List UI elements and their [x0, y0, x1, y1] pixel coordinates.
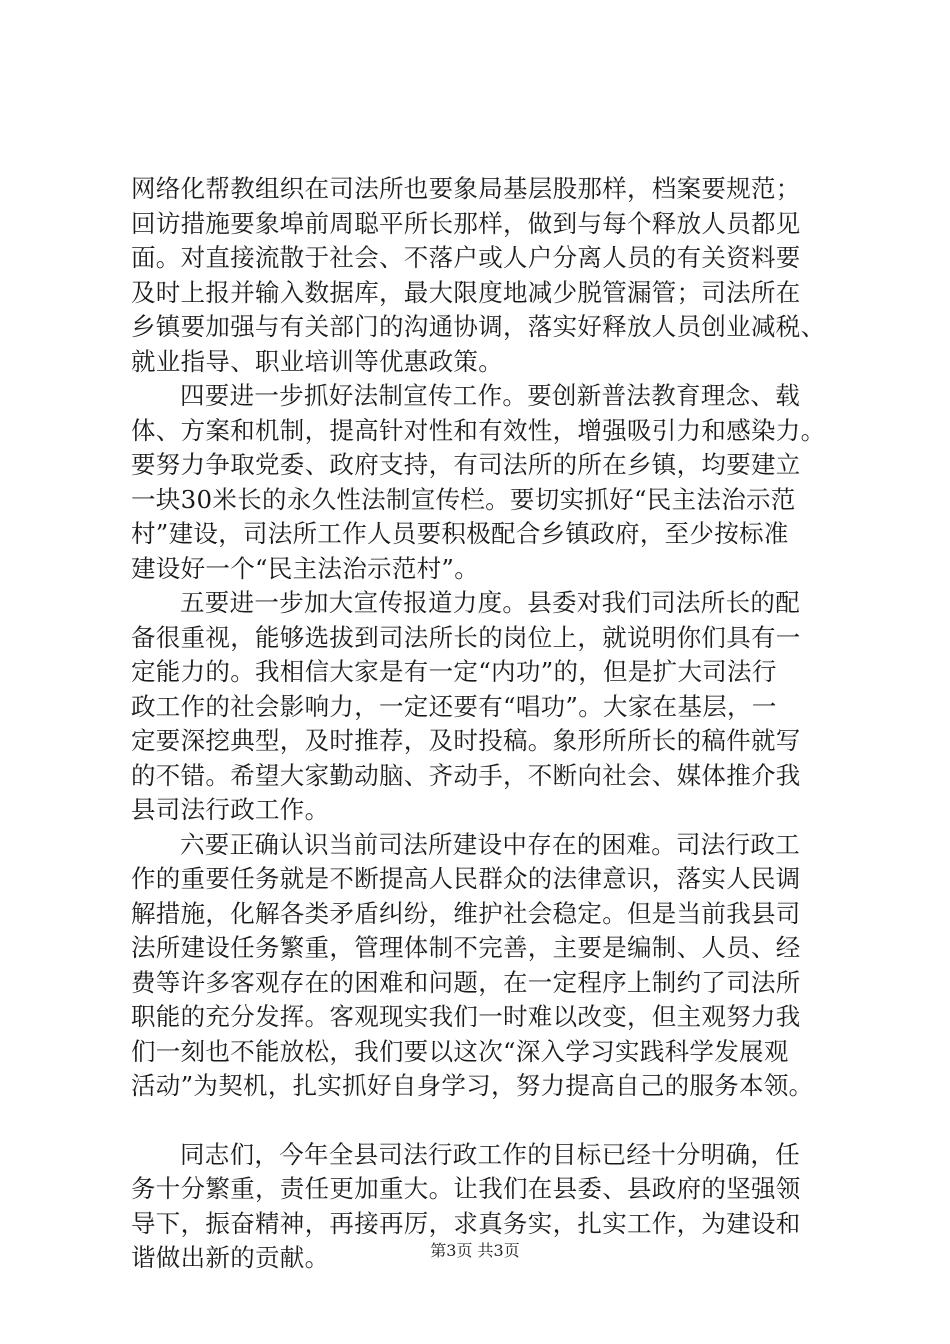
text-line: 网络化帮教组织在司法所也要象局基层股那样，档案要规范；	[131, 174, 801, 203]
text-line: 一块30米长的永久性法制宣传栏。要切实抓好“民主法治示范	[131, 484, 796, 514]
text-line: 乡镇要加强与有关部门的沟通协调，落实好释放人员创业减税、	[131, 312, 826, 341]
text-line: 谐做出新的贡献。	[131, 1243, 330, 1272]
text-line: 六要正确认识当前司法所建设中存在的困难。司法行政工	[180, 829, 800, 859]
text-line: 回访措施要象埠前周聪平所长那样，做到与每个释放人员都见	[131, 208, 801, 238]
document-body	[131, 172, 831, 1276]
text-line: 体、方案和机制，提高针对性和有效性，增强吸引力和感染力。	[131, 415, 826, 445]
text-line: 村”建设，司法所工作人员要积极配合乡镇政府，至少按标准	[131, 519, 789, 548]
text-line: 四要进一步抓好法制宣传工作。要创新普法教育理念、载	[180, 381, 800, 410]
paragraph	[131, 586, 831, 828]
text-line: 就业指导、职业培训等优惠政策。	[131, 346, 503, 376]
text-line: 的不错。希望大家勤动脑、齐动手，不断向社会、媒体推介我	[131, 760, 801, 790]
text-line: 法所建设任务繁重，管理体制不完善，主要是编制、人员、经	[131, 933, 801, 962]
text-line: 五要进一步加大宣传报道力度。县委对我们司法所长的配	[180, 588, 800, 617]
text-line: 务十分繁重，责任更加重大。让我们在县委、县政府的坚强领	[131, 1174, 801, 1203]
text-line: 职能的充分发挥。客观现实我们一时难以改变，但主观努力我	[131, 1002, 801, 1031]
text-line: 同志们，今年全县司法行政工作的目标已经十分明确，任	[180, 1139, 800, 1169]
text-line: 解措施，化解各类矛盾纠纷，维护社会稳定。但是当前我县司	[131, 898, 801, 928]
text-line: 建设好一个“民主法治示范村”。	[131, 553, 480, 583]
paragraph	[131, 828, 831, 1104]
text-line: 县司法行政工作。	[131, 795, 330, 824]
text-line: 面。对直接流散于社会、不落户或人户分离人员的有关资料要	[131, 243, 801, 272]
text-line: 定能力的。我相信大家是有一定“内功”的，但是扩大司法行	[131, 657, 777, 686]
text-line: 要努力争取党委、政府支持，有司法所的所在乡镇，均要建立	[131, 450, 801, 479]
text-line: 定要深挖典型，及时推荐，及时投稿。象形所所长的稿件就写	[131, 726, 801, 755]
text-line: 费等许多客观存在的困难和问题，在一定程序上制约了司法所	[131, 967, 801, 997]
paragraph-gap	[131, 1104, 831, 1138]
paragraph	[131, 379, 831, 586]
paragraph	[131, 172, 831, 379]
text-line: 导下，振奋精神，再接再厉，求真务实，扎实工作，为建设和	[131, 1208, 801, 1238]
text-line: 们一刻也不能放松，我们要以这次“深入学习实践科学发展观	[131, 1036, 789, 1066]
text-line: 作的重要任务就是不断提高人民群众的法律意识，落实人民调	[131, 864, 801, 893]
text-line: 备很重视，能够选拔到司法所长的岗位上，就说明你们具有一	[131, 622, 801, 652]
page-footer	[0, 1241, 950, 1261]
page-number: 第3页 共3页	[430, 1241, 520, 1260]
text-line: 及时上报并输入数据库，最大限度地减少脱管漏管；司法所在	[131, 277, 801, 307]
text-line: 活动”为契机，扎实抓好自身学习，努力提高自己的服务本领。	[131, 1071, 814, 1100]
text-line: 政工作的社会影响力，一定还要有“唱功”。大家在基层，一	[131, 691, 777, 721]
